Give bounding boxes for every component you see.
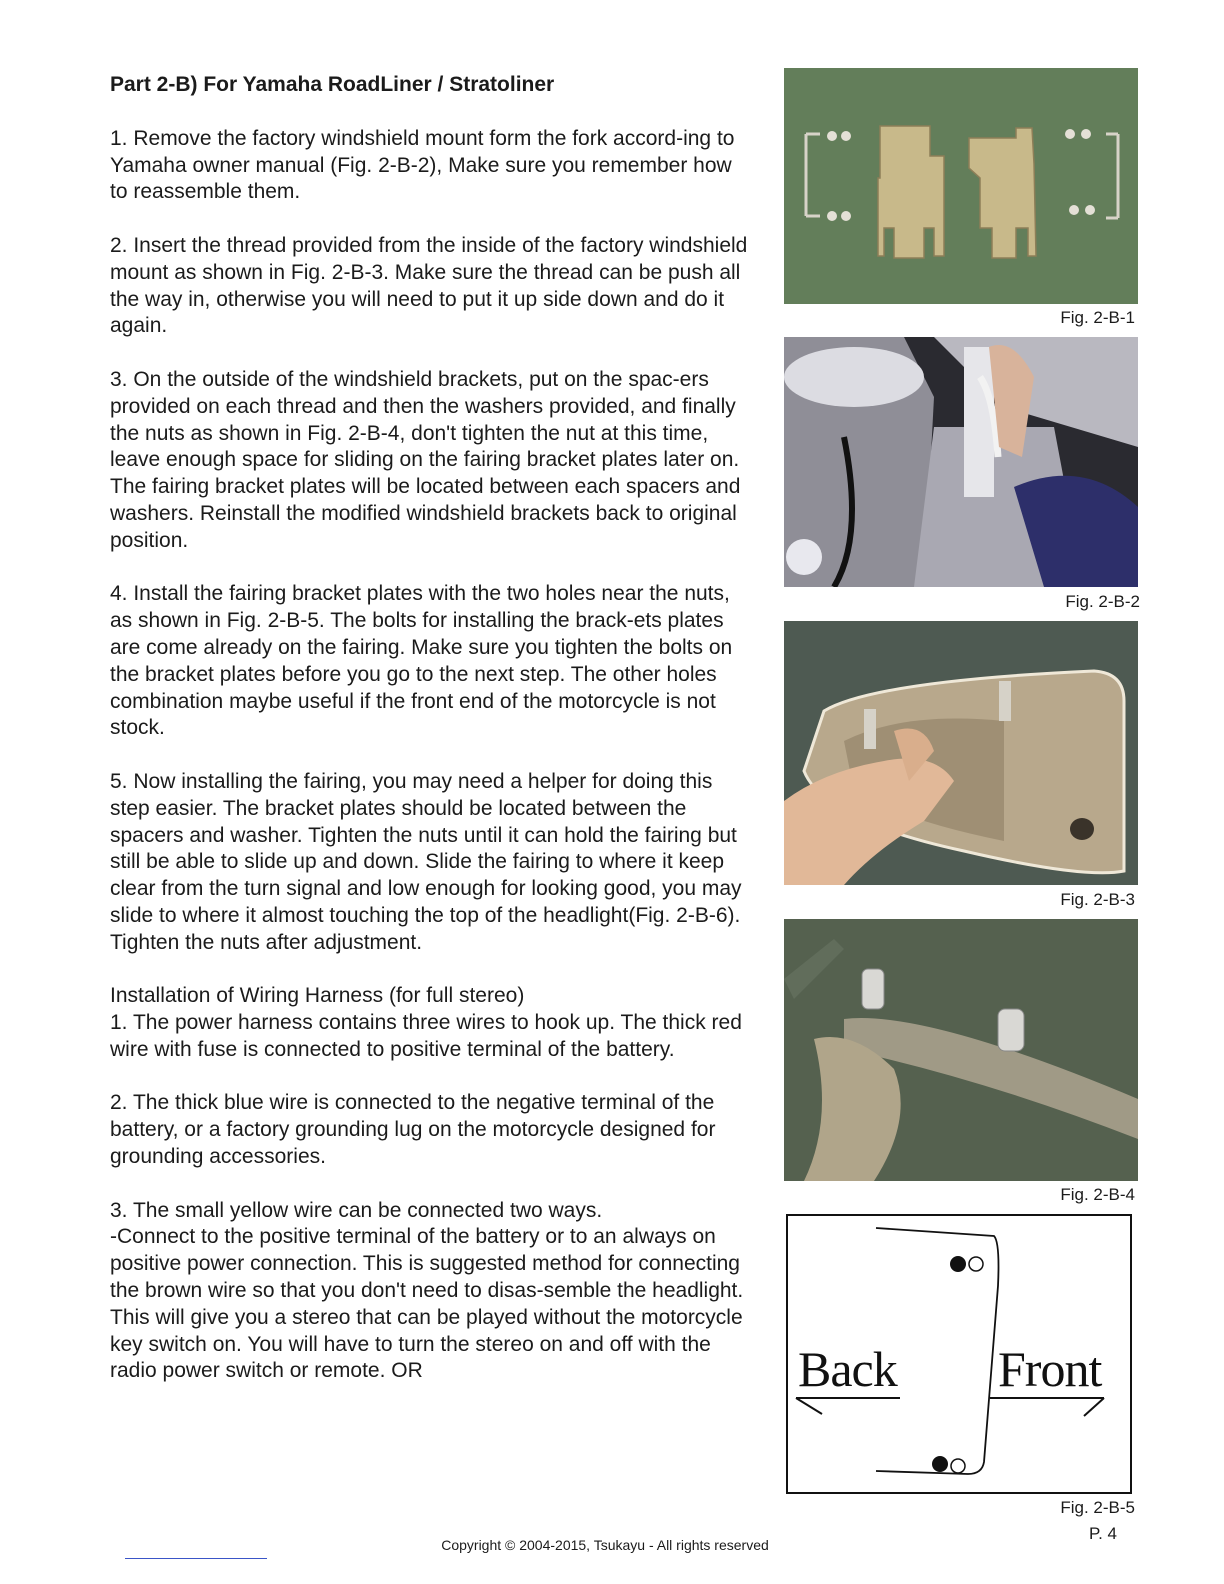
page-number: P. 4	[1088, 1524, 1117, 1543]
instruction-text-column	[110, 72, 750, 1385]
step-3: 3. On the outside of the windshield brackets, put on the spac-ers provided on each thread and then the washers provided, and finally the nuts as shown in Fig. 2-B-4, don't tighten the nut at this time, leave enough space for sliding on the fairing bracket plates later on. The fairing bracket plates will be located between each spacers and washers. Reinstall the modified windshield brackets back to original position.	[110, 367, 741, 552]
front-label: Front	[998, 1341, 1102, 1397]
figure-2-b-2-photo	[784, 337, 1138, 587]
back-label: Back	[798, 1341, 897, 1397]
copyright-text: Copyright © 2004-2015, Tsukayu - All rights reserved	[441, 1537, 769, 1553]
step-4: 4. Install the fairing bracket plates with the two holes near the nuts, as shown in Fig. 2-B-5. The bolts for installing the brack-ets plates are come already on the fairing. Make sure you tighten the bolts on the bracket plates before you go to the next step. The other holes combination maybe useful if the front end of the motorcycle is not stock.	[110, 582, 733, 740]
hole-open	[951, 1459, 965, 1473]
figure-2-b-3-photo	[784, 621, 1138, 885]
wiring-title: Installation of Wiring Harness (for full stereo)	[110, 984, 525, 1008]
footer-rule	[125, 1558, 267, 1559]
figure-2-b-5-diagram	[786, 1214, 1132, 1494]
wiring-step-3: 3. The small yellow wire can be connected two ways.	[110, 1198, 603, 1222]
figure-2-b-1-photo	[784, 68, 1138, 304]
wiring-step-1: 1. The power harness contains three wires to hook up. The thick red wire with fuse is connected to positive terminal of the battery.	[110, 1011, 742, 1061]
hole-open	[969, 1257, 983, 1271]
step-1: 1. Remove the factory windshield mount form the fork accord-ing to Yamaha owner manual (Fig. 2-B-2), Make sure you remember how to reassemble them.	[110, 126, 735, 204]
figure-2-b-5-caption: Fig. 2-B-5	[1060, 1498, 1135, 1517]
figure-2-b-4-photo	[784, 919, 1138, 1181]
figure-2-b-4-caption: Fig. 2-B-4	[1060, 1185, 1135, 1204]
hole-filled	[950, 1256, 966, 1272]
wiring-step-3-option: -Connect to the positive terminal of the battery or to an always on positive power connection. This is suggested method for connecting the brown wire so that you don't need to disas-semble the headlight. This will give you a stereo that can be played without the motorcycle key switch on. You will have to turn the stereo on and off with the radio power switch or remote. OR	[110, 1225, 744, 1383]
wiring-step-2: 2. The thick blue wire is connected to the negative terminal of the battery, or a factory grounding lug on the motorcycle designed for grounding accessories.	[110, 1091, 716, 1169]
figure-2-b-3-caption: Fig. 2-B-3	[1060, 890, 1135, 909]
step-5: 5. Now installing the fairing, you may need a helper for doing this step easier. The bracket plates should be located between the spacers and washer. Tighten the nuts until it can hold the fairing but still be able to slide up and down. Slide the fairing to where it keep clear from the turn signal and low enough for looking good, you may slide to where it almost touching the top of the headlight(Fig. 2-B-6). Tighten the nuts after adjustment.	[110, 769, 742, 954]
step-2: 2. Insert the thread provided from the inside of the factory windshield mount as shown in Fig. 2-B-3. Make sure the thread can be push all the way in, otherwise you will need to put it up side down and do it again.	[110, 233, 748, 338]
figure-2-b-1-caption: Fig. 2-B-1	[1060, 308, 1135, 327]
footer	[0, 1537, 1224, 1553]
hole-filled	[932, 1456, 948, 1472]
section-heading: Part 2-B) For Yamaha RoadLiner / Stratoliner	[110, 73, 555, 96]
figure-2-b-2-caption: Fig. 2-B-2	[1065, 592, 1140, 611]
